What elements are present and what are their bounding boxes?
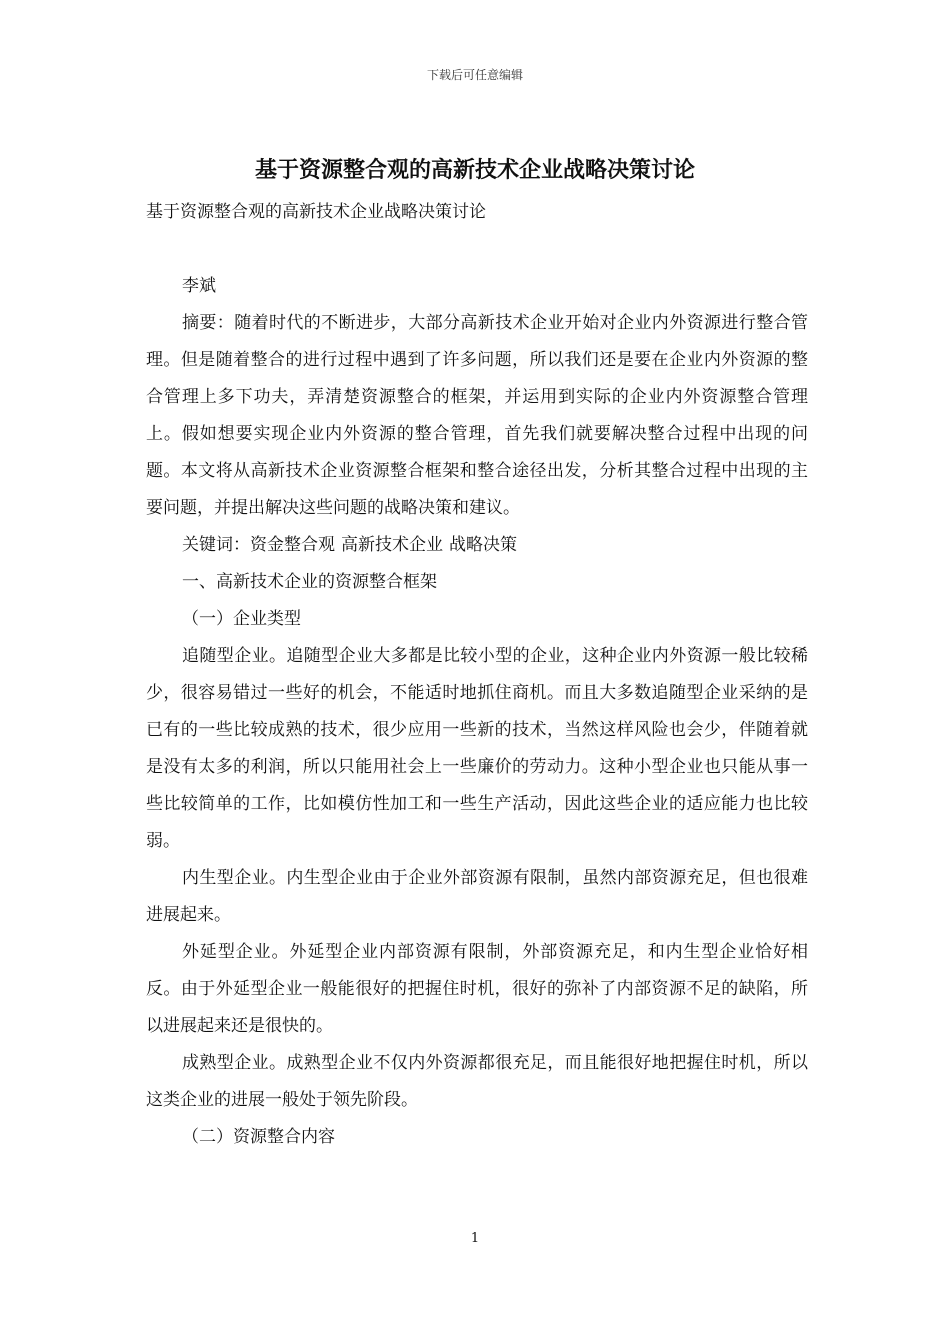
- keyword-item: 战略决策: [449, 535, 517, 555]
- keyword-item: 资金整合观: [250, 535, 335, 555]
- section-heading: 一、高新技术企业的资源整合框架: [182, 572, 437, 592]
- subsection-heading: （一）企业类型: [182, 609, 301, 629]
- document-title: 基于资源整合观的高新技术企业战略决策讨论: [254, 157, 695, 183]
- document-subtitle: 基于资源整合观的高新技术企业战略决策讨论: [146, 202, 486, 222]
- abstract-paragraph: 摘要：随着时代的不断进步，大部分高新技术企业开始对企业内外资源进行整合管理。但是随着整合的进行过程中遇到了许多问题，所以我们还是要在企业内外资源的整合管理上多下功夫，弄清楚资源整合的框架，并运用到实际的企业内外资源整合管理上。假如想要实现企业内外资源的整合管理，首先我们就要解决整合过程中出现的问题。本文将从高新技术企业资源整合框架和整合途径出发，分析其整合过程中出现的主要问题，并提出解决这些问题的战略决策和建议。: [146, 313, 808, 518]
- keywords-label: 关键词：: [182, 535, 250, 555]
- keywords-line: [146, 527, 808, 564]
- body-paragraph-external: 外延型企业。外延型企业内部资源有限制，外部资源充足，和内生型企业恰好相反。由于外延型企业一般能很好的把握住时机，很好的弥补了内部资源不足的缺陷，所以进展起来还是很快的。: [146, 942, 808, 1036]
- keyword-item: 高新技术企业: [341, 535, 443, 555]
- author-name: 李斌: [182, 276, 216, 296]
- body-paragraph-internal: 内生型企业。内生型企业由于企业外部资源有限制，虽然内部资源充足，但也很难进展起来。: [146, 868, 808, 925]
- page-header-note: 下载后可任意编辑: [426, 68, 523, 82]
- body-paragraph-follower: 追随型企业。追随型企业大多都是比较小型的企业，这种企业内外资源一般比较稀少，很容易错过一些好的机会，不能适时地抓住商机。而且大多数追随型企业采纳的是已有的一些比较成熟的技术，很少应用一些新的技术，当然这样风险也会少，伴随着就是没有太多的利润，所以只能用社会上一些廉价的劳动力。这种小型企业也只能从事一些比较简单的工作，比如模仿性加工和一些生产活动，因此这些企业的适应能力也比较弱。: [146, 646, 808, 851]
- subsection-heading: （二）资源整合内容: [182, 1127, 335, 1147]
- document-body: [146, 194, 808, 1156]
- page-number: 1: [470, 1231, 480, 1246]
- body-paragraph-mature: 成熟型企业。成熟型企业不仅内外资源都很充足，而且能很好地把握住时机，所以这类企业的进展一般处于领先阶段。: [146, 1053, 808, 1110]
